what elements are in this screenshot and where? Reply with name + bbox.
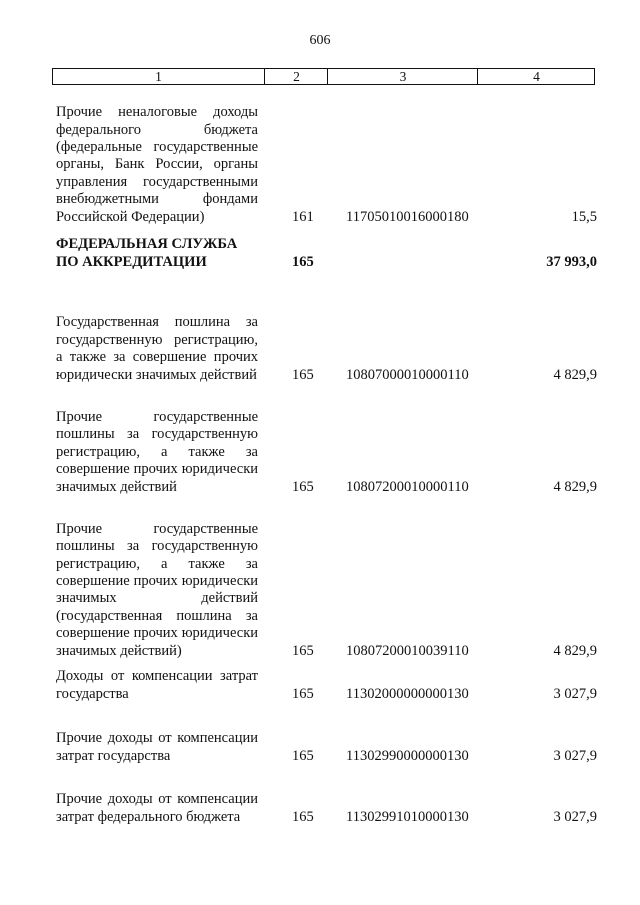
row-budget-code: 10807000010000110 bbox=[346, 366, 469, 383]
row-amount: 37 993,0 bbox=[546, 253, 597, 270]
row-budget-code: 10807200010000110 bbox=[346, 478, 469, 495]
column-header-2: 2 bbox=[264, 69, 328, 84]
row-budget-code: 11302991010000130 bbox=[346, 808, 469, 825]
row-chapter-code: 165 bbox=[292, 366, 314, 383]
table-row bbox=[0, 279, 640, 384]
column-header-4: 4 bbox=[477, 69, 595, 84]
row-chapter-code: 161 bbox=[292, 208, 314, 225]
row-chapter-code: 165 bbox=[292, 808, 314, 825]
table-row bbox=[0, 391, 640, 496]
row-chapter-code: 165 bbox=[292, 685, 314, 702]
column-header-3: 3 bbox=[327, 69, 478, 84]
row-amount: 4 829,9 bbox=[553, 478, 597, 495]
table-row-heading bbox=[0, 236, 640, 271]
row-description: Прочие неналоговые доходы федерального бюджета (федеральные государственные органы, Банк России, органы управления государственными внебюджетными фондами Российской Федерации) bbox=[56, 104, 258, 225]
column-header-row bbox=[52, 68, 595, 85]
table-row bbox=[0, 773, 640, 826]
row-chapter-code: 165 bbox=[292, 253, 314, 270]
row-amount: 15,5 bbox=[571, 208, 597, 225]
table-row bbox=[0, 89, 640, 226]
row-description: Государственная пошлина за государственную регистрацию, а также за совершение прочих юридически значимых действий bbox=[56, 314, 258, 383]
row-chapter-code: 165 bbox=[292, 642, 314, 659]
row-amount: 3 027,9 bbox=[553, 685, 597, 702]
row-chapter-code: 165 bbox=[292, 747, 314, 764]
row-description: Прочие доходы от компенсации затрат государства bbox=[56, 730, 258, 764]
row-amount: 4 829,9 bbox=[553, 642, 597, 659]
page-number: 606 bbox=[309, 33, 331, 48]
row-description: Доходы от компенсации затрат государства bbox=[56, 668, 258, 702]
row-budget-code: 10807200010039110 bbox=[346, 642, 469, 659]
row-budget-code: 11302000000000130 bbox=[346, 685, 469, 702]
row-description: Прочие доходы от компенсации затрат федерального бюджета bbox=[56, 791, 258, 825]
row-chapter-code: 165 bbox=[292, 478, 314, 495]
column-header-1: 1 bbox=[155, 69, 162, 84]
table-row bbox=[0, 503, 640, 660]
row-amount: 4 829,9 bbox=[553, 366, 597, 383]
table-row bbox=[0, 668, 640, 703]
row-budget-code: 11705010016000180 bbox=[346, 208, 469, 225]
row-budget-code: 11302990000000130 bbox=[346, 747, 469, 764]
table-row bbox=[0, 712, 640, 765]
row-description: Прочие государственные пошлины за государственную регистрацию, а также за совершение прочих юридически значимых действий (государственная пошлина за совершение прочих юридически значимых действий) bbox=[56, 520, 258, 659]
row-description: Прочие государственные пошлины за государственную регистрацию, а также за совершение прочих юридически значимых действий bbox=[56, 408, 258, 495]
row-description: ФЕДЕРАЛЬНАЯ СЛУЖБА ПО АККРЕДИТАЦИИ bbox=[56, 236, 238, 270]
row-amount: 3 027,9 bbox=[553, 808, 597, 825]
row-amount: 3 027,9 bbox=[553, 747, 597, 764]
